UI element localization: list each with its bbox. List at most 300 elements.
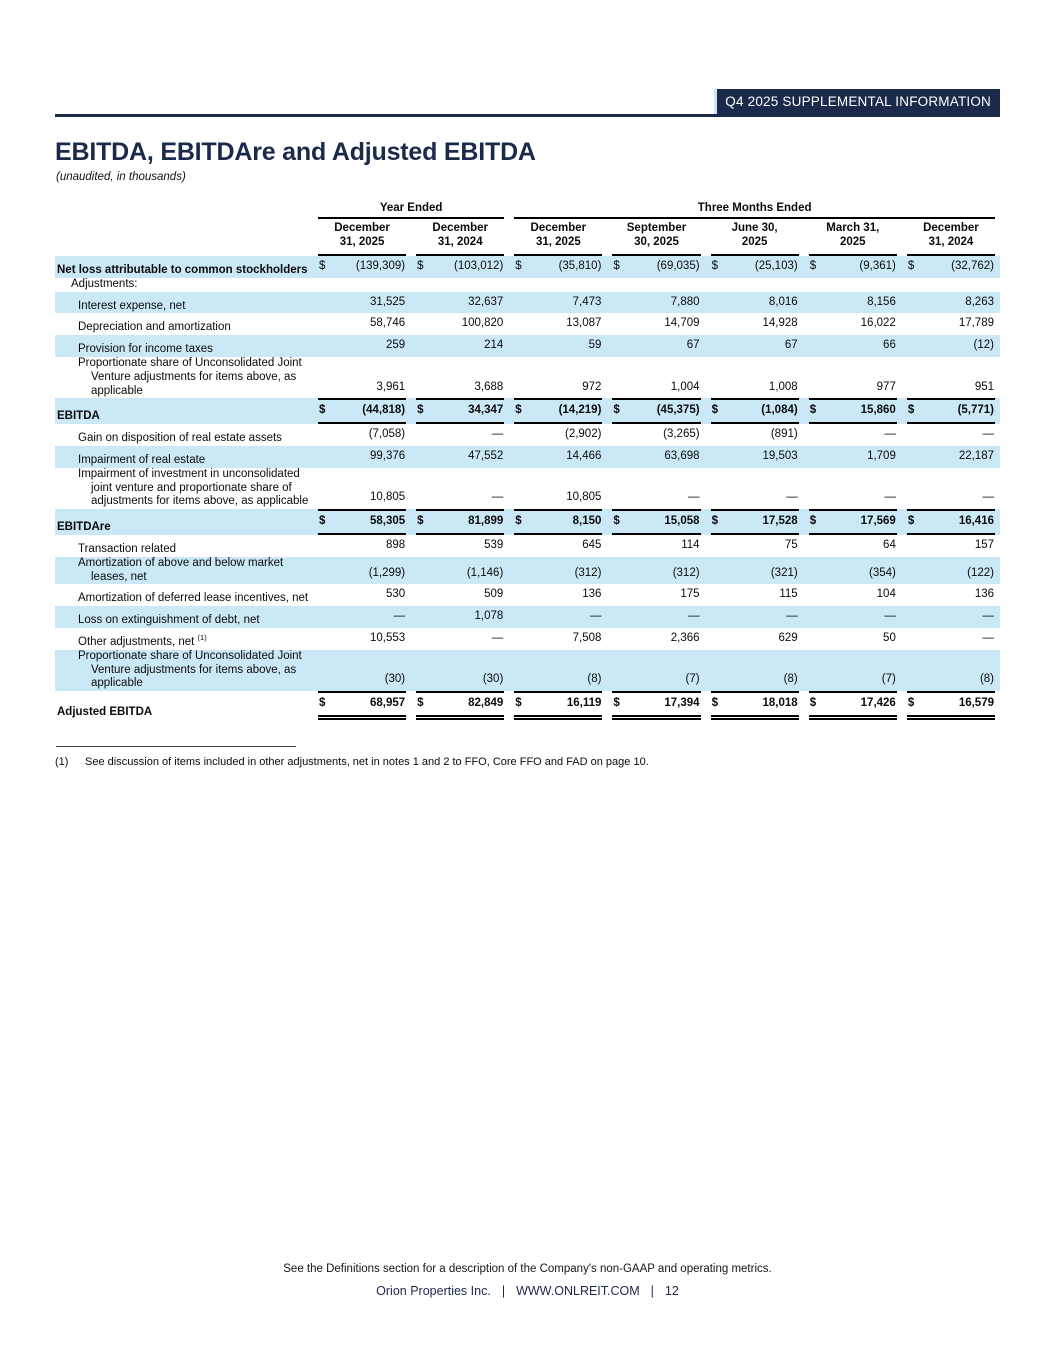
value-cell [509, 357, 607, 398]
value-cell [706, 650, 804, 691]
cell-value: 10,805 [369, 491, 406, 504]
value-cell [706, 398, 804, 424]
cell-value: 15,860 [860, 404, 896, 417]
footer-page-number: 12 [664, 1284, 679, 1298]
cell-value: (1,084) [761, 404, 798, 417]
value-cell [804, 584, 902, 606]
table-column-header-row [55, 219, 1000, 256]
cell-value: 3,961 [376, 380, 406, 393]
value-cell [902, 256, 1000, 278]
cell-value: 8,016 [768, 295, 798, 308]
value-cell [902, 606, 1000, 628]
cell-value: — [589, 610, 602, 623]
currency-symbol: $ [711, 515, 718, 528]
cell-value: 47,552 [468, 450, 504, 463]
cell-value: 32,637 [468, 295, 504, 308]
cell-value: 1,004 [670, 380, 700, 393]
value-cell [509, 691, 607, 720]
value-cell [509, 509, 607, 535]
footnote-marker: (1) [55, 756, 69, 769]
cell-value: 17,528 [762, 515, 798, 528]
value-cell [804, 691, 902, 720]
value-cell [411, 691, 509, 720]
value-cell [804, 557, 902, 585]
value-cell [313, 398, 411, 424]
value-cell [607, 628, 705, 650]
value-cell [607, 509, 705, 535]
footnote [55, 756, 1000, 768]
value-cell [509, 535, 607, 557]
table-body [55, 256, 1000, 720]
value-cell [509, 278, 607, 292]
cell-value: 977 [876, 380, 896, 393]
table-row [55, 335, 1000, 357]
value-cell [411, 584, 509, 606]
value-cell [804, 468, 902, 509]
value-cell [411, 650, 509, 691]
cell-value: 114 [681, 539, 700, 552]
row-label: EBITDAre [57, 521, 111, 534]
table-row [55, 292, 1000, 314]
cell-value: (122) [967, 566, 994, 579]
value-cell [706, 256, 804, 278]
value-cell [902, 650, 1000, 691]
value-cell [509, 446, 607, 468]
value-cell [902, 335, 1000, 357]
cell-value: 7,508 [572, 632, 602, 645]
currency-symbol: $ [417, 515, 424, 528]
cell-value: 67 [784, 339, 798, 352]
currency-symbol: $ [417, 259, 424, 272]
cell-value: 15,058 [664, 515, 700, 528]
value-cell [509, 557, 607, 585]
cell-value: 100,820 [461, 317, 504, 330]
value-cell [706, 509, 804, 535]
cell-value: 7,473 [572, 295, 602, 308]
value-cell [706, 468, 804, 509]
cell-value: 629 [778, 632, 798, 645]
page-title: EBITDA, EBITDAre and Adjusted EBITDA [55, 137, 536, 166]
table-row [55, 468, 1000, 509]
value-cell [607, 424, 705, 446]
value-cell [706, 292, 804, 314]
cell-value: 8,156 [867, 295, 896, 308]
cell-value: 3,688 [474, 380, 504, 393]
cell-value: — [982, 632, 994, 645]
cell-value: 898 [385, 539, 406, 552]
cell-value: 136 [582, 588, 602, 601]
cell-value: (8) [783, 673, 798, 686]
cell-value: 58,746 [369, 317, 406, 330]
column-group-header: Year Ended [313, 200, 509, 220]
currency-symbol: $ [613, 259, 620, 272]
value-cell [509, 606, 607, 628]
value-cell [902, 313, 1000, 335]
value-cell [607, 292, 705, 314]
value-cell [313, 557, 411, 585]
value-cell [313, 278, 411, 292]
value-cell [706, 335, 804, 357]
value-cell [509, 468, 607, 509]
cell-value: 17,394 [664, 697, 700, 710]
cell-value: (8) [979, 673, 994, 686]
currency-symbol: $ [809, 515, 817, 528]
row-label: Proportionate share of Unconsolidated Joint Venture adjustments for items above, as applicable [78, 357, 302, 397]
cell-value: (7,058) [368, 428, 406, 441]
value-cell [902, 628, 1000, 650]
value-cell [902, 292, 1000, 314]
cell-value: 34,347 [468, 404, 504, 417]
value-cell [313, 424, 411, 446]
cell-value: 214 [484, 339, 504, 352]
value-cell [509, 628, 607, 650]
cell-value: — [982, 491, 994, 504]
cell-value: (321) [770, 566, 798, 579]
value-cell [509, 398, 607, 424]
cell-value: 14,709 [664, 317, 700, 330]
cell-value: (7) [881, 673, 896, 686]
value-cell [313, 256, 411, 278]
cell-value: — [491, 491, 504, 504]
value-cell [804, 628, 902, 650]
value-cell [411, 398, 509, 424]
footer-separator: | [650, 1284, 654, 1298]
cell-value: 19,503 [762, 450, 798, 463]
cell-value: (7) [685, 673, 700, 686]
value-cell [804, 650, 902, 691]
cell-value: 8,263 [965, 295, 994, 308]
row-label: Adjustments: [71, 277, 138, 290]
value-cell [313, 468, 411, 509]
cell-value: — [982, 610, 994, 623]
value-cell [509, 424, 607, 446]
cell-value: (32,762) [951, 259, 994, 272]
currency-symbol: $ [711, 404, 718, 417]
cell-value: (891) [770, 428, 798, 441]
value-cell [411, 606, 509, 628]
row-label: Impairment of real estate [78, 454, 206, 467]
cell-value: — [786, 610, 798, 623]
header-spacer [55, 219, 313, 256]
currency-symbol: $ [711, 697, 718, 710]
value-cell [509, 335, 607, 357]
cell-value: — [491, 428, 504, 441]
value-cell [804, 535, 902, 557]
column-header: December 31, 2024 [411, 219, 509, 256]
value-cell [607, 557, 705, 585]
table-row [55, 357, 1000, 398]
value-cell [607, 256, 705, 278]
value-cell [804, 509, 902, 535]
currency-symbol: $ [907, 404, 915, 417]
column-header: December 31, 2025 [313, 219, 411, 256]
cell-value: — [786, 491, 798, 504]
cell-value: (45,375) [656, 404, 700, 417]
value-cell [313, 335, 411, 357]
value-cell [313, 650, 411, 691]
value-cell [313, 584, 411, 606]
cell-value: (9,361) [859, 259, 896, 272]
cell-value: 175 [680, 588, 700, 601]
cell-value: 539 [484, 539, 504, 552]
value-cell [509, 584, 607, 606]
row-label: Net loss attributable to common stockholders [57, 263, 308, 276]
table-row [55, 398, 1000, 424]
table-row [55, 606, 1000, 628]
value-cell [411, 424, 509, 446]
page-subtitle: (unaudited, in thousands) [56, 170, 186, 183]
value-cell [804, 335, 902, 357]
value-cell [902, 691, 1000, 720]
value-cell [706, 557, 804, 585]
column-header: December 31, 2025 [509, 219, 607, 256]
cell-value: 7,880 [670, 295, 700, 308]
footnote-text: See discussion of items included in other adjustments, net in notes 1 and 2 to FFO, Core FFO and FAD on page 10. [85, 756, 649, 769]
cell-value: 104 [876, 588, 896, 601]
value-cell [411, 628, 509, 650]
value-cell [509, 256, 607, 278]
value-cell [313, 357, 411, 398]
value-cell [607, 313, 705, 335]
currency-symbol: $ [319, 697, 326, 710]
cell-value: 972 [582, 380, 602, 393]
cell-value: 58,305 [369, 515, 406, 528]
value-cell [411, 509, 509, 535]
cell-value: (312) [574, 566, 602, 579]
table-row [55, 424, 1000, 446]
column-header: March 31, 2025 [804, 219, 902, 256]
value-cell [313, 691, 411, 720]
table-row [55, 557, 1000, 585]
value-cell [411, 357, 509, 398]
cell-value: 81,899 [468, 515, 504, 528]
currency-symbol: $ [515, 515, 522, 528]
cell-value: (14,219) [558, 404, 602, 417]
column-header: December 31, 2024 [902, 219, 1000, 256]
value-cell [411, 335, 509, 357]
currency-symbol: $ [515, 259, 522, 272]
value-cell [902, 584, 1000, 606]
column-header: September 30, 2025 [607, 219, 705, 256]
value-cell [509, 292, 607, 314]
footnote-separator [56, 746, 296, 747]
header-spacer [55, 200, 313, 220]
cell-value: — [884, 491, 896, 504]
value-cell [706, 357, 804, 398]
table-row [55, 446, 1000, 468]
cell-value: (8) [587, 673, 602, 686]
value-cell [804, 424, 902, 446]
cell-value: 31,525 [369, 295, 406, 308]
cell-value: — [982, 428, 994, 441]
table-row [55, 509, 1000, 535]
row-label: EBITDA [57, 410, 100, 423]
value-cell [706, 691, 804, 720]
cell-value: 509 [484, 588, 504, 601]
cell-value: — [884, 428, 896, 441]
value-cell [902, 278, 1000, 292]
value-cell [313, 292, 411, 314]
value-cell [411, 292, 509, 314]
cell-value: 645 [582, 539, 602, 552]
cell-value: 17,426 [860, 697, 896, 710]
table-row [55, 584, 1000, 606]
cell-value: 17,789 [958, 317, 994, 330]
cell-value: 10,805 [566, 491, 602, 504]
cell-value: (3,265) [663, 428, 700, 441]
table-row [55, 650, 1000, 691]
table-head [55, 200, 1000, 256]
cell-value: 59 [588, 339, 602, 352]
cell-value: (139,309) [355, 259, 406, 272]
value-cell [411, 557, 509, 585]
cell-value: 99,376 [369, 450, 406, 463]
value-cell [706, 584, 804, 606]
value-cell [902, 557, 1000, 585]
value-cell [706, 606, 804, 628]
value-cell [411, 313, 509, 335]
page-footer [55, 1263, 1000, 1298]
cell-value: 8,150 [572, 515, 602, 528]
value-cell [411, 535, 509, 557]
value-cell [411, 256, 509, 278]
cell-value: (44,818) [362, 404, 406, 417]
footer-company: Orion Properties Inc. [376, 1284, 491, 1298]
footer-line [55, 1284, 1000, 1298]
value-cell [706, 278, 804, 292]
cell-value: 14,466 [566, 450, 602, 463]
cell-value: 530 [385, 588, 406, 601]
value-cell [804, 357, 902, 398]
value-cell [411, 446, 509, 468]
value-cell [706, 313, 804, 335]
cell-value: (30) [384, 673, 406, 686]
currency-symbol: $ [613, 515, 620, 528]
currency-symbol: $ [613, 697, 620, 710]
column-group-header: Three Months Ended [509, 200, 1000, 220]
cell-value: (69,035) [656, 259, 700, 272]
value-cell [804, 398, 902, 424]
value-cell [607, 278, 705, 292]
value-cell [902, 398, 1000, 424]
cell-value: 22,187 [958, 450, 994, 463]
value-cell [607, 606, 705, 628]
column-header: June 30, 2025 [706, 219, 804, 256]
value-cell [804, 606, 902, 628]
row-label: Impairment of investment in unconsolidated joint venture and proportionate share of adjustments for items above, as applicable [78, 467, 309, 508]
currency-symbol: $ [319, 259, 326, 272]
footnote-ref: (1) [197, 633, 207, 643]
table-row [55, 256, 1000, 278]
value-cell [313, 313, 411, 335]
cell-value: — [491, 632, 504, 645]
table-group-header-row [55, 200, 1000, 220]
cell-value: 64 [883, 539, 896, 552]
currency-symbol: $ [809, 404, 817, 417]
value-cell [804, 278, 902, 292]
cell-value: 10,553 [369, 632, 406, 645]
cell-value: 17,569 [860, 515, 896, 528]
value-cell [607, 357, 705, 398]
value-cell [313, 446, 411, 468]
cell-value: 63,698 [664, 450, 700, 463]
table-row [55, 628, 1000, 650]
value-cell [509, 650, 607, 691]
cell-value: 2,366 [670, 632, 700, 645]
cell-value: 1,709 [867, 450, 896, 463]
cell-value: 136 [974, 588, 994, 601]
currency-symbol: $ [711, 259, 718, 272]
currency-symbol: $ [515, 404, 522, 417]
row-label: Loss on extinguishment of debt, net [78, 614, 260, 627]
value-cell [411, 468, 509, 509]
cell-value: — [688, 491, 700, 504]
value-cell [902, 424, 1000, 446]
table-row [55, 278, 1000, 292]
value-cell [902, 509, 1000, 535]
value-cell [902, 535, 1000, 557]
cell-value: 1,008 [768, 380, 798, 393]
cell-value: 14,928 [762, 317, 798, 330]
cell-value: 1,078 [474, 610, 504, 623]
cell-value: 66 [883, 339, 896, 352]
value-cell [607, 468, 705, 509]
value-cell [607, 650, 705, 691]
value-cell [706, 535, 804, 557]
banner-row [55, 89, 1000, 114]
cell-value: 259 [385, 339, 406, 352]
value-cell [804, 256, 902, 278]
row-label: Adjusted EBITDA [57, 706, 153, 719]
cell-value: — [393, 610, 406, 623]
value-cell [902, 357, 1000, 398]
value-cell [313, 628, 411, 650]
value-cell [804, 446, 902, 468]
cell-value: (312) [672, 566, 700, 579]
value-cell [706, 424, 804, 446]
value-cell [313, 509, 411, 535]
table-row [55, 535, 1000, 557]
table-row [55, 313, 1000, 335]
currency-symbol: $ [809, 697, 817, 710]
row-label: Interest expense, net [78, 299, 186, 312]
cell-value: 16,579 [958, 697, 994, 710]
cell-value: (5,771) [957, 404, 994, 417]
currency-symbol: $ [907, 697, 915, 710]
cell-value: (12) [973, 339, 994, 352]
cell-value: (35,810) [558, 259, 602, 272]
cell-value: 13,087 [566, 317, 602, 330]
cell-value: 82,849 [468, 697, 504, 710]
value-cell [607, 691, 705, 720]
currency-symbol: $ [809, 259, 817, 272]
value-cell [607, 335, 705, 357]
value-cell [313, 535, 411, 557]
footer-url: WWW.ONLREIT.COM [516, 1284, 640, 1298]
row-label: Amortization of above and below market leases, net [78, 556, 284, 583]
currency-symbol: $ [319, 515, 326, 528]
value-cell [313, 606, 411, 628]
cell-value: (103,012) [454, 259, 504, 272]
row-label: Depreciation and amortization [78, 321, 231, 334]
ebitda-table [55, 200, 1000, 721]
cell-value: 115 [779, 588, 798, 601]
value-cell [607, 446, 705, 468]
row-label: Provision for income taxes [78, 343, 213, 356]
cell-value: — [688, 610, 700, 623]
value-cell [607, 398, 705, 424]
footer-separator: | [501, 1284, 506, 1298]
